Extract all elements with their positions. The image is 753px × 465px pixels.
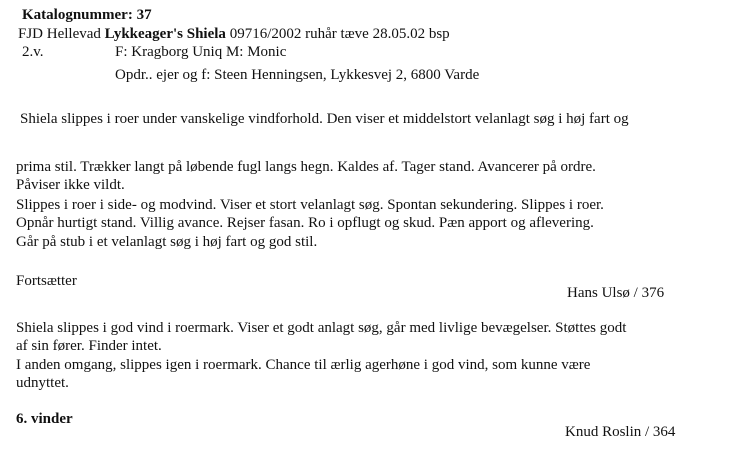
judge-signature: Hans Ulsø / 376 [567, 285, 665, 301]
critique1-line: Opnår hurtigt stand. Villig avance. Rejser fasan. Ro i opflugt og skud. Pæn apport og aflevering. [16, 215, 594, 231]
critique2-line: udnyttet. [16, 375, 69, 391]
class-label: 2.v. [22, 44, 44, 60]
parents-line: F: Kragborg Uniq M: Monic [115, 44, 287, 60]
critique2-line: af sin fører. Finder intet. [16, 338, 162, 354]
dog-name: Lykkeager's Shiela [104, 26, 226, 42]
owner-line: Opdr.. ejer og f: Steen Henningsen, Lykkesvej 2, 6800 Varde [115, 67, 480, 83]
continues-label: Fortsætter [16, 273, 77, 289]
dog-prefix: FJD Hellevad [18, 26, 105, 42]
critique2-line: Shiela slippes i god vind i roermark. Viser et godt anlagt søg, går med livlige bevægelser. Støttes godt [16, 320, 627, 336]
dog-details: 09716/2002 ruhår tæve 28.05.02 bsp [225, 26, 450, 42]
placement-result: 6. vinder [16, 411, 73, 427]
catalog-number: Katalognummer: 37 [22, 7, 152, 23]
judge-signature: Knud Roslin / 364 [565, 424, 676, 440]
critique1-line: Slippes i roer i side- og modvind. Viser et stort velanlagt søg. Spontan sekundering. Slippes i roer. [16, 197, 604, 213]
dog-registration-line [18, 25, 450, 43]
critique1-line: Påviser ikke vildt. [16, 177, 125, 193]
critique1-line: Går på stub i et velanlagt søg i høj fart og god stil. [16, 234, 318, 250]
critique2-line: I anden omgang, slippes igen i roermark. Chance til ærlig agerhøne i god vind, som kunne være [16, 357, 591, 373]
critique1-line: prima stil. Trækker langt på løbende fugl langs hegn. Kaldes af. Tager stand. Avancerer på ordre. [16, 159, 596, 175]
critique1-line: Shiela slippes i roer under vanskelige vindforhold. Den viser et middelstort velanlagt søg i høj fart og [20, 111, 629, 127]
